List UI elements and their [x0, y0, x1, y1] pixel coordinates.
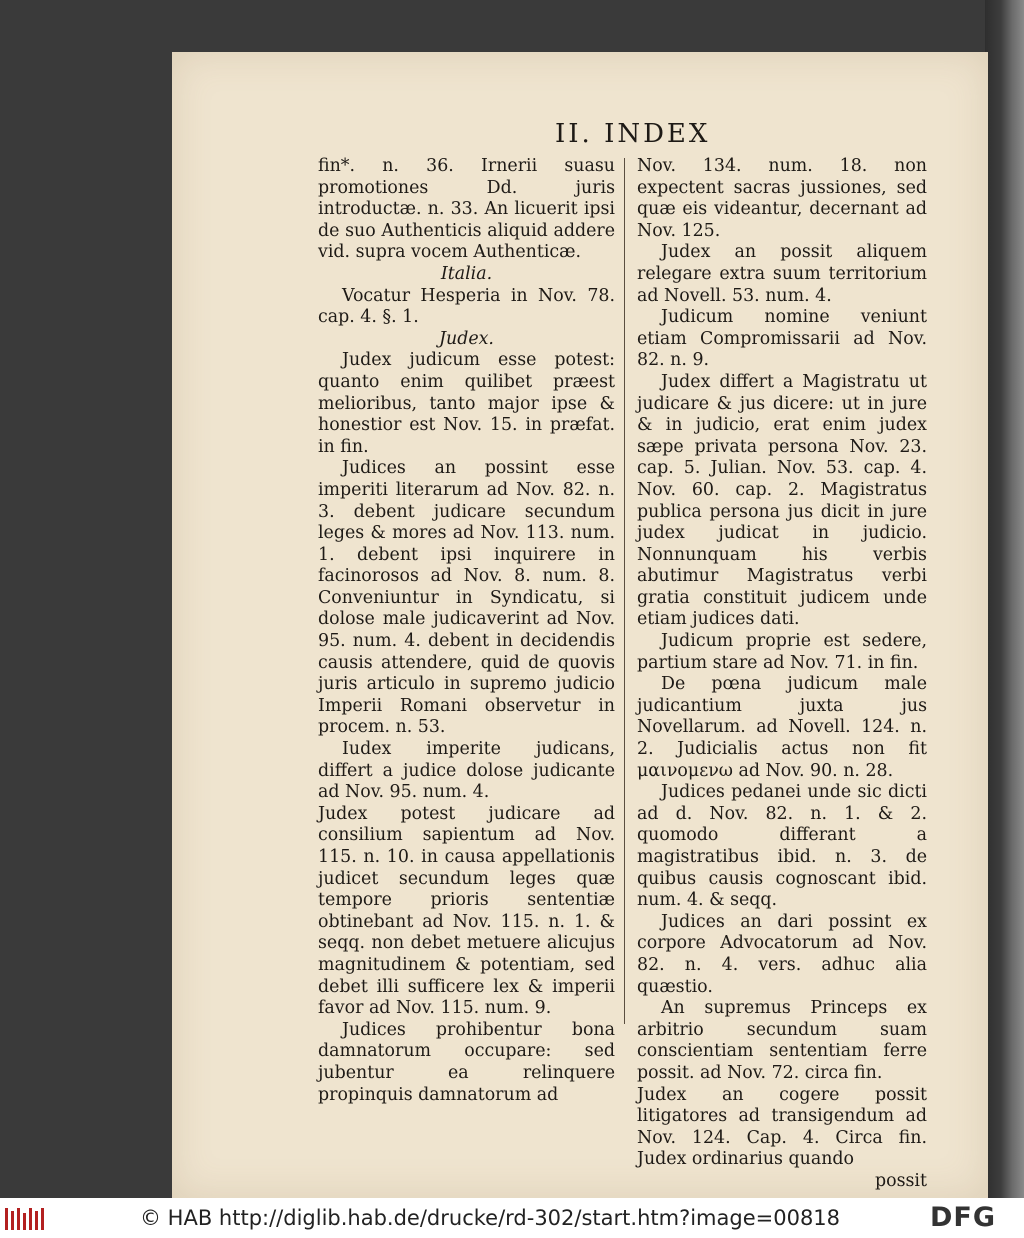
index-entry: Judex potest judicare ad consilium sapientum ad Nov. 115. n. 10. in causa appellationis judicet secundum leges quæ tempore prioris sententiæ obtinebant ad Nov. 115. n. 1. & seqq. non debet metuere alicujus magnitudinem & potentiam, sed debet illi sufficere lex & imperii favor ad Nov. 115. num. 9. [318, 803, 615, 1019]
index-entry: Judex an possit aliquem relegare extra suum territorium ad Novell. 53. num. 4. [637, 242, 927, 306]
index-entry: Iudex imperite judicans, differt a judice dolose judicante ad Nov. 95. num. 4. [318, 739, 615, 803]
catchword: possit [874, 1170, 927, 1191]
entry-heading: Judex. [439, 328, 494, 349]
index-entry: An supremus Princeps ex arbitrio secundum suam conscientiam sententiam ferre possit. ad Nov. 72. circa fin. [637, 998, 927, 1083]
index-entry: fin*. n. 36. Irnerii suasu promotiones Dd. juris introductæ. n. 33. An licuerit ipsi de suo Authenticis aliquid addere vid. supra vocem Authenticæ. [318, 156, 615, 263]
source-credit-link[interactable]: © HAB http://diglib.hab.de/drucke/rd-302/start.htm?image=00818 [140, 1206, 841, 1230]
index-entry: Vocatur Hesperia in Nov. 78. cap. 4. §. 1. [318, 285, 615, 328]
index-entry: Judicum proprie est sedere, partium stare ad Nov. 71. in fin. [637, 631, 927, 673]
left-text-column [318, 156, 615, 1106]
dfg-logo: DFG [930, 1202, 997, 1233]
index-entry: De pœna judicum male judicantium juxta jus Novellarum. ad Novell. 124. n. 2. Judicialis actus non fit μαινομενω ad Nov. 90. n. 28. [637, 674, 927, 781]
right-text-column [637, 156, 927, 1193]
index-entry: Judices prohibentur bona damnatorum occupare: sed jubentur ea relinquere propinquis damnatorum ad [318, 1019, 615, 1105]
index-entry: Nov. 134. num. 18. non expectent sacras jussiones, sed quæ eis videantur, decernant ad Nov. 125. [637, 156, 927, 241]
index-entry: Judex an cogere possit litigatores ad transigendum ad Nov. 124. Cap. 4. Circa fin. Judex ordinarius quando [637, 1084, 927, 1170]
index-entry: Judicum nomine veniunt etiam Compromissarii ad Nov. 82. n. 9. [637, 307, 927, 371]
column-divider [624, 158, 625, 1024]
scan-background-edge [985, 0, 1024, 1198]
page-header-title: II. INDEX [555, 119, 711, 149]
viewer-footer [0, 1198, 1024, 1238]
index-entry: Judices an possint esse imperiti literarum ad Nov. 82. n. 3. debent judicare secundum leges & mores ad Nov. 113. num. 1. debent ipsi inquirere in facinorosos ad Nov. 8. num. 8. Conveniuntur in Syndicatu, si dolose male judicaverint ad Nov. 95. num. 4. debent in decidendis causis attendere, quid de quovis juris articulo in supremo judicio Imperii Romani observetur in procem. n. 53. [318, 458, 615, 738]
index-entry: Judex judicum esse potest: quanto enim quilibet præest melioribus, tanto major ipse & honestior est Nov. 15. in præfat. in fin. [318, 350, 615, 457]
index-entry: Judex differt a Magistratu ut judicare & jus dicere: ut in jure & in judicio, erat enim judex sæpe privata persona Nov. 23. cap. 5. Julian. Nov. 53. cap. 4. Nov. 60. cap. 2. Magistratus publica persona jus dicit in jure judex judicat in judicio. Nonnunquam his verbis abutimur Magistratus verbi gratia constituit judicem unde etiam judices dati. [637, 371, 927, 630]
index-entry: Judices an dari possint ex corpore Advocatorum ad Nov. 82. n. 4. vers. adhuc alia quæstio. [637, 911, 927, 997]
index-entry: Judices pedanei unde sic dicti ad d. Nov. 82. n. 1. & 2. quomodo differant a magistratibus ibid. n. 3. de quibus causis cognoscant ibid. num. 4. & seqq. [637, 782, 927, 911]
entry-heading: Italia. [440, 263, 493, 284]
library-logo-icon [4, 1206, 48, 1232]
